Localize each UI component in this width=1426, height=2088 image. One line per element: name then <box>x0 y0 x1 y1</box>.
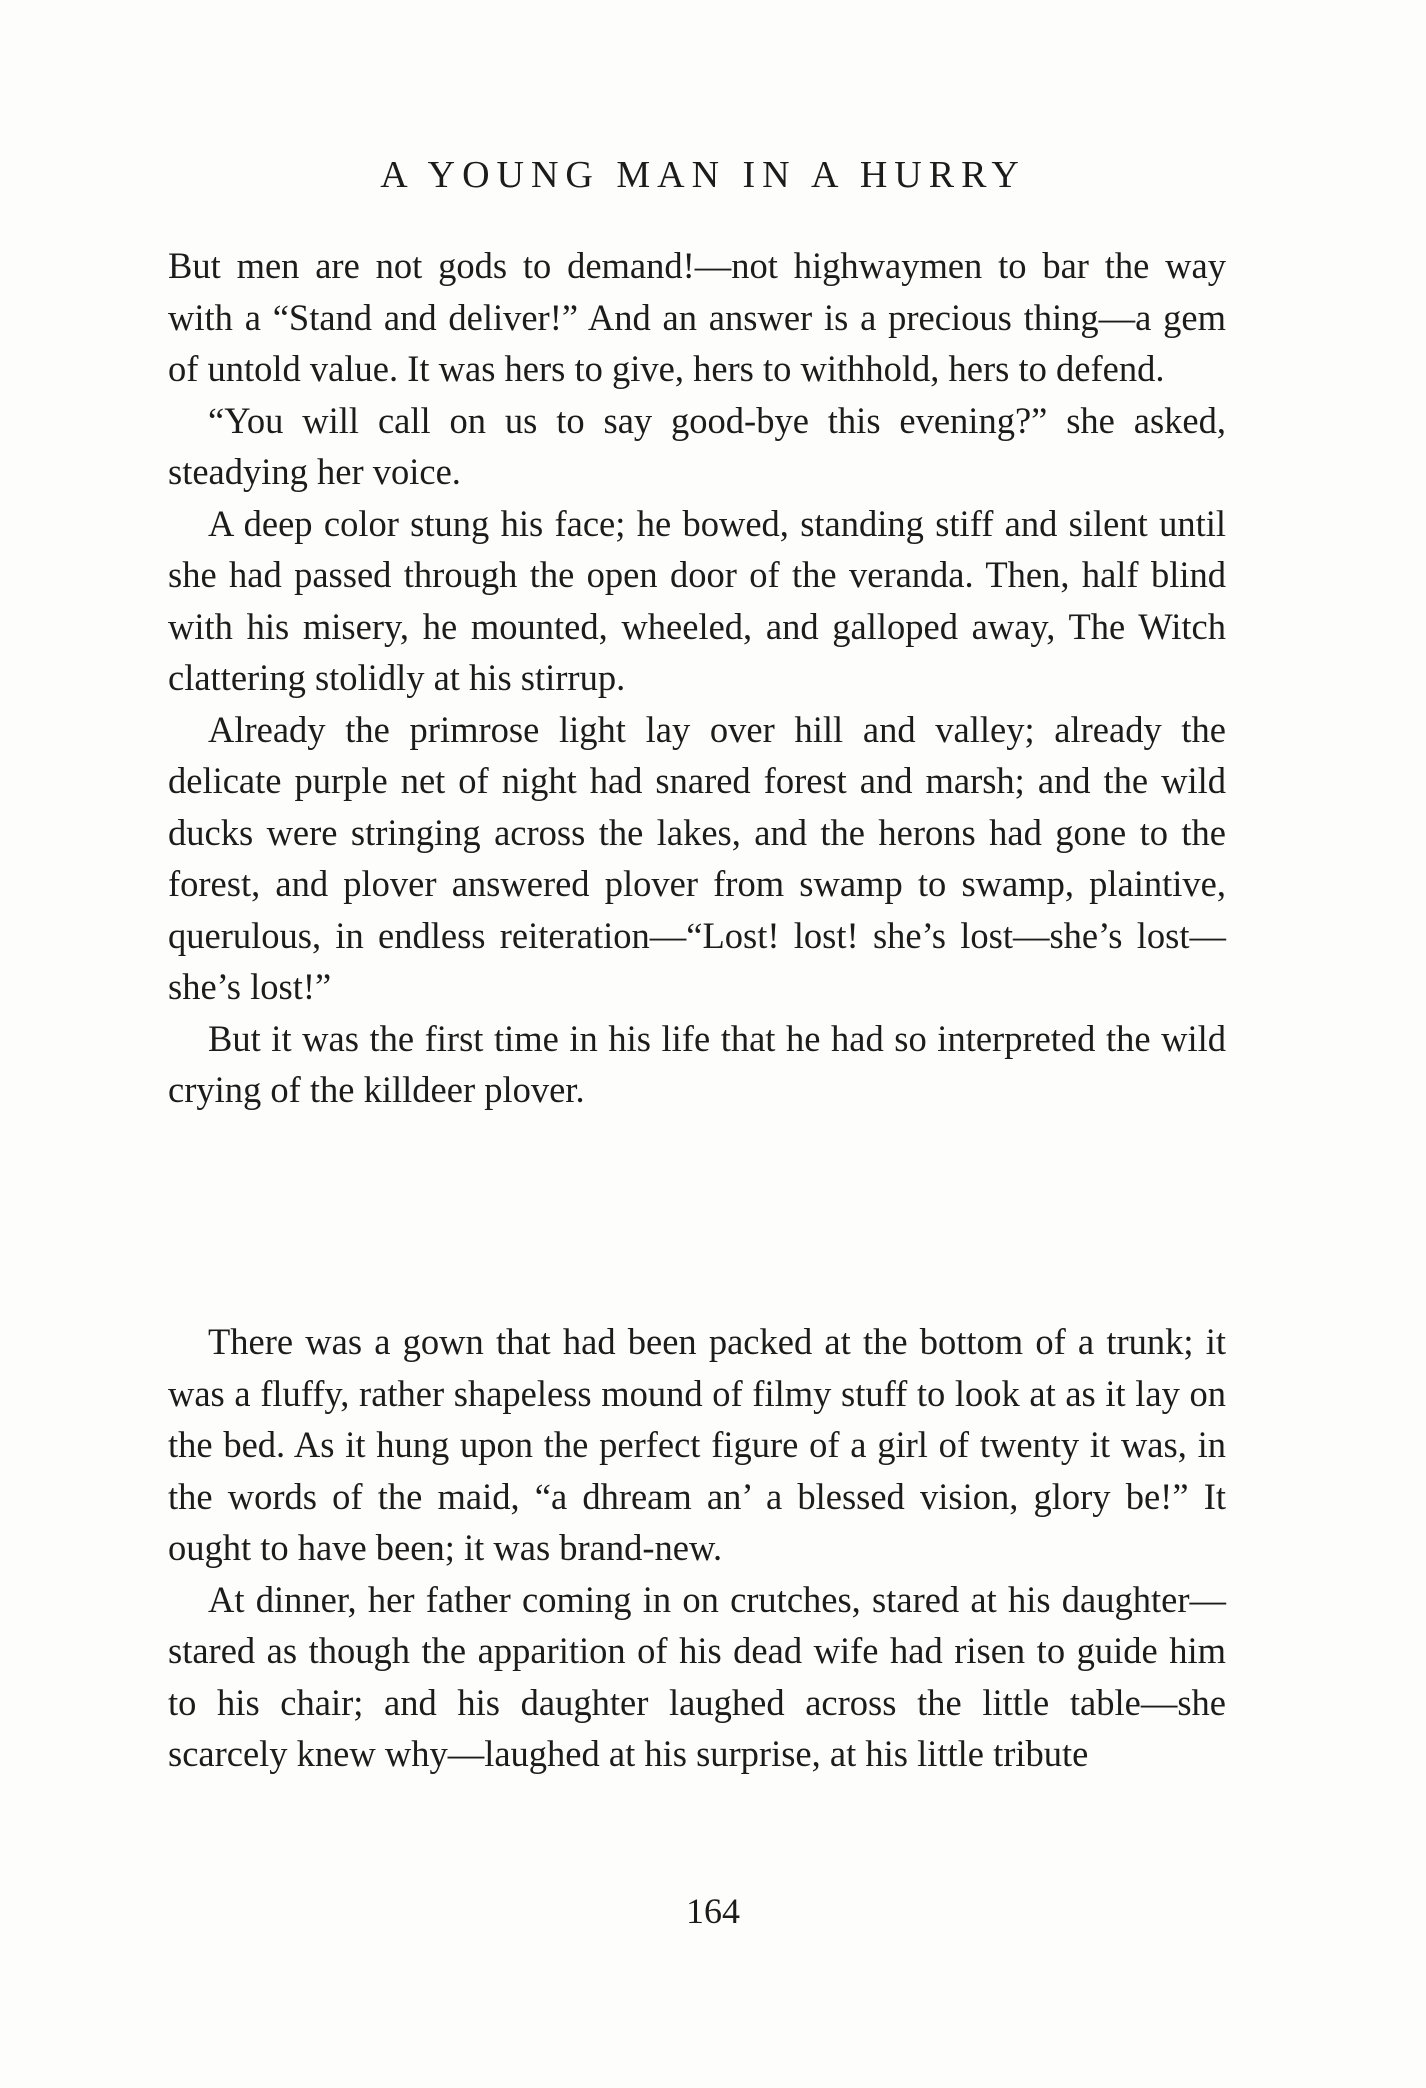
paragraph: There was a gown that had been packed at the bottom of a trunk; it was a fluffy, rather shapeless mound of filmy stuff to look at as it lay on the bed. As it hung upon the perfect figure of a girl of twenty it was, in the words of the maid, “a dhream an’ a blessed vision, glory be!” It ought to have been; it was brand-new. <box>168 1321 1226 1568</box>
page-number: 164 <box>686 1891 740 1931</box>
paragraph: “You will call on us to say good-bye this evening?” she asked, steadying her voice. <box>168 399 1226 492</box>
paragraph: Already the primrose light lay over hill and valley; already the delicate purple net of night had snared forest and marsh; and the wild ducks were stringing across the lakes, and the herons had gone to the forest, and plover answered plover from swamp to swamp, plaintive, querulous, in endless reiteration—“Lost! lost! she’s lost—she’s lost—she’s lost!” <box>168 708 1226 1007</box>
running-head: A YOUNG MAN IN A HURRY <box>380 154 1026 196</box>
paragraph: At dinner, her father coming in on crutches, stared at his daughter—stared as though the apparition of his dead wife had risen to guide him to his chair; and his daughter laughed across the little table—she scarcely knew why—laughed at his surprise, at his little tribute <box>168 1578 1226 1774</box>
paragraph: But men are not gods to demand!—not highwaymen to bar the way with a “Stand and deliver!” And an answer is a precious thing—a gem of untold value. It was hers to give, hers to withhold, hers to defend. <box>168 245 1226 389</box>
section-two <box>168 1316 1226 1780</box>
paragraph: But it was the first time in his life that he had so interpreted the wild crying of the killdeer plover. <box>168 1017 1226 1110</box>
paragraph: A deep color stung his face; he bowed, standing stiff and silent until she had passed through the open door of the veranda. Then, half blind with his misery, he mounted, wheeled, and galloped away, The Witch clattering stolidly at his stirrup. <box>168 502 1226 698</box>
section-one <box>168 240 1226 1116</box>
